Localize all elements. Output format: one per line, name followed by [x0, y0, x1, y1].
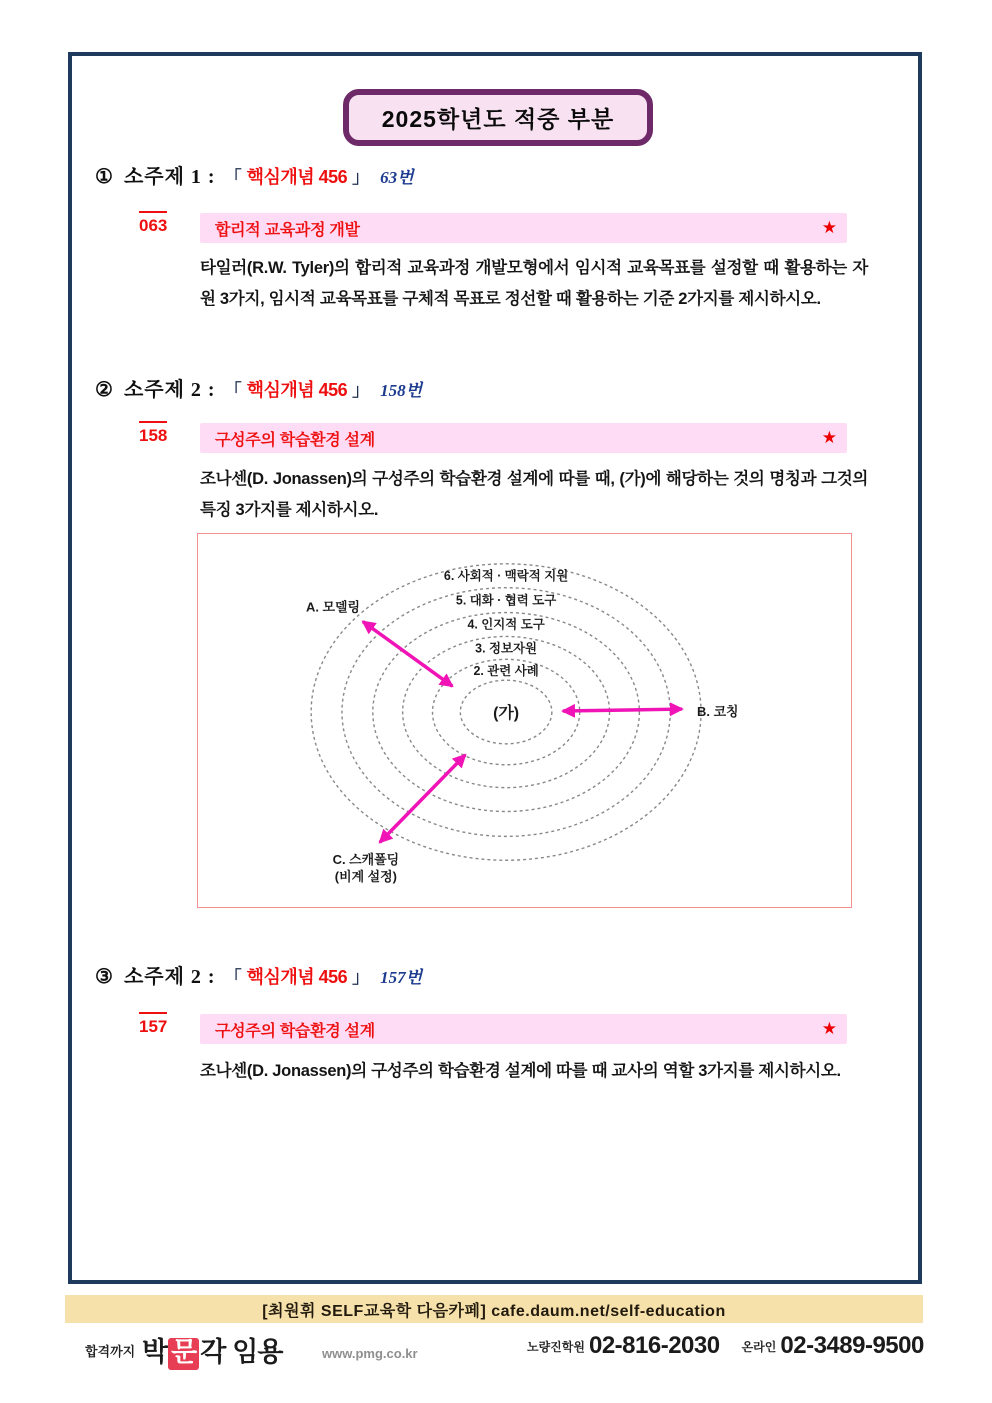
brand-slogan: 합격까지: [85, 1344, 136, 1359]
bracket-close: 」: [352, 968, 370, 987]
section-3-index: ③: [95, 966, 113, 988]
question-1-topic-bar: [200, 213, 847, 243]
ring-4-label: 4. 인지적 도구: [467, 617, 545, 632]
arrow-c-label: C. 스캐폴딩: [332, 852, 400, 868]
section-3-heading: [95, 960, 422, 989]
question-3-number: 157: [139, 1012, 167, 1035]
section-3-label: 소주제 2 :: [123, 966, 216, 988]
logo-red-box: 문: [168, 1338, 199, 1370]
section-3-book-title: 핵심개념 456: [246, 967, 348, 987]
bracket-open: 「: [224, 968, 242, 987]
section-3-question-ref: 157번: [380, 968, 423, 987]
publisher-logo: [142, 1330, 282, 1370]
contact-numbers: [527, 1332, 924, 1360]
section-2-index: ②: [95, 379, 113, 401]
bracket-close: 」: [352, 381, 370, 400]
center-gap-label: (가): [493, 705, 520, 723]
logo-char-2: 각: [200, 1337, 226, 1367]
logo-char-1: 박: [142, 1337, 168, 1367]
question-1-number: 063: [139, 211, 167, 234]
ring-5-label: 5. 대화 · 협력 도구: [455, 593, 557, 608]
section-2-label: 소주제 2 :: [123, 379, 216, 401]
year-banner: [343, 89, 653, 146]
section-1-question-ref: 63번: [380, 168, 414, 187]
publisher-website: www.pmg.co.kr: [322, 1346, 418, 1361]
star-icon: ★: [821, 428, 837, 447]
question-1-topic: 합리적 교육과정 개발: [215, 221, 360, 239]
section-2-book-title: 핵심개념 456: [246, 380, 348, 400]
question-2-number: 158: [139, 421, 167, 444]
section-1-index: ①: [95, 166, 113, 188]
question-3-text: 조나센(D. Jonassen)의 구성주의 학습환경 설계에 따를 때 교사의 역할 3가지를 제시하시오.: [200, 1062, 841, 1080]
section-2-heading: [95, 373, 422, 402]
academy-label: 노량진학원: [527, 1339, 585, 1354]
bracket-close: 」: [352, 168, 370, 187]
arrow-a-label: A. 모델링: [306, 599, 361, 615]
question-3-topic: 구성주의 학습환경 설계: [215, 1022, 375, 1040]
arrow-b-label: B. 코칭: [697, 704, 739, 720]
question-2-topic: 구성주의 학습환경 설계: [215, 431, 375, 449]
academy-phone: 02-816-2030: [588, 1332, 720, 1359]
bracket-open: 「: [224, 381, 242, 400]
ring-6-label: 6. 사회적 · 맥락적 지원: [443, 568, 569, 583]
ring-3-label: 3. 정보자원: [475, 641, 538, 656]
section-1-label: 소주제 1 :: [123, 166, 216, 188]
cafe-url-text: [최원휘 SELF교육학 다음카페] cafe.daum.net/self-education: [262, 1302, 726, 1320]
concentric-rings-figure: [198, 534, 851, 907]
question-2-topic-bar: [200, 423, 847, 453]
banner-title: 2025학년도 적중 부분: [381, 106, 615, 132]
question-1-text: 타일러(R.W. Tyler)의 합리적 교육과정 개발모형에서 임시적 교육목표를 설정할 때 활용하는 자원 3가지, 임시적 교육목표를 구체적 목표로 정선할 때 활용하는 기준 2가지를 제시하시오.: [200, 259, 868, 309]
logo-suffix: 임용: [232, 1337, 283, 1367]
online-label: 온라인: [741, 1339, 777, 1354]
section-1-heading: [95, 160, 414, 189]
bracket-open: 「: [224, 168, 242, 187]
section-1-book-title: 핵심개념 456: [246, 167, 348, 187]
question-3-topic-bar: [200, 1014, 847, 1044]
arrow-b-coaching: [563, 709, 682, 711]
section-2-question-ref: 158번: [380, 381, 423, 400]
cafe-info-bar: [65, 1295, 923, 1323]
star-icon: ★: [821, 218, 837, 237]
star-icon: ★: [821, 1019, 837, 1038]
question-2-text: 조나센(D. Jonassen)의 구성주의 학습환경 설계에 따를 때, (가)에 해당하는 것의 명칭과 그것의 특징 3가지를 제시하시오.: [200, 470, 868, 520]
learning-environment-diagram: [197, 533, 852, 908]
ring-2-label: 2. 관련 사례: [473, 664, 539, 679]
arrow-c-sublabel: (비계 설정): [334, 869, 397, 885]
online-phone: 02-3489-9500: [780, 1332, 924, 1359]
